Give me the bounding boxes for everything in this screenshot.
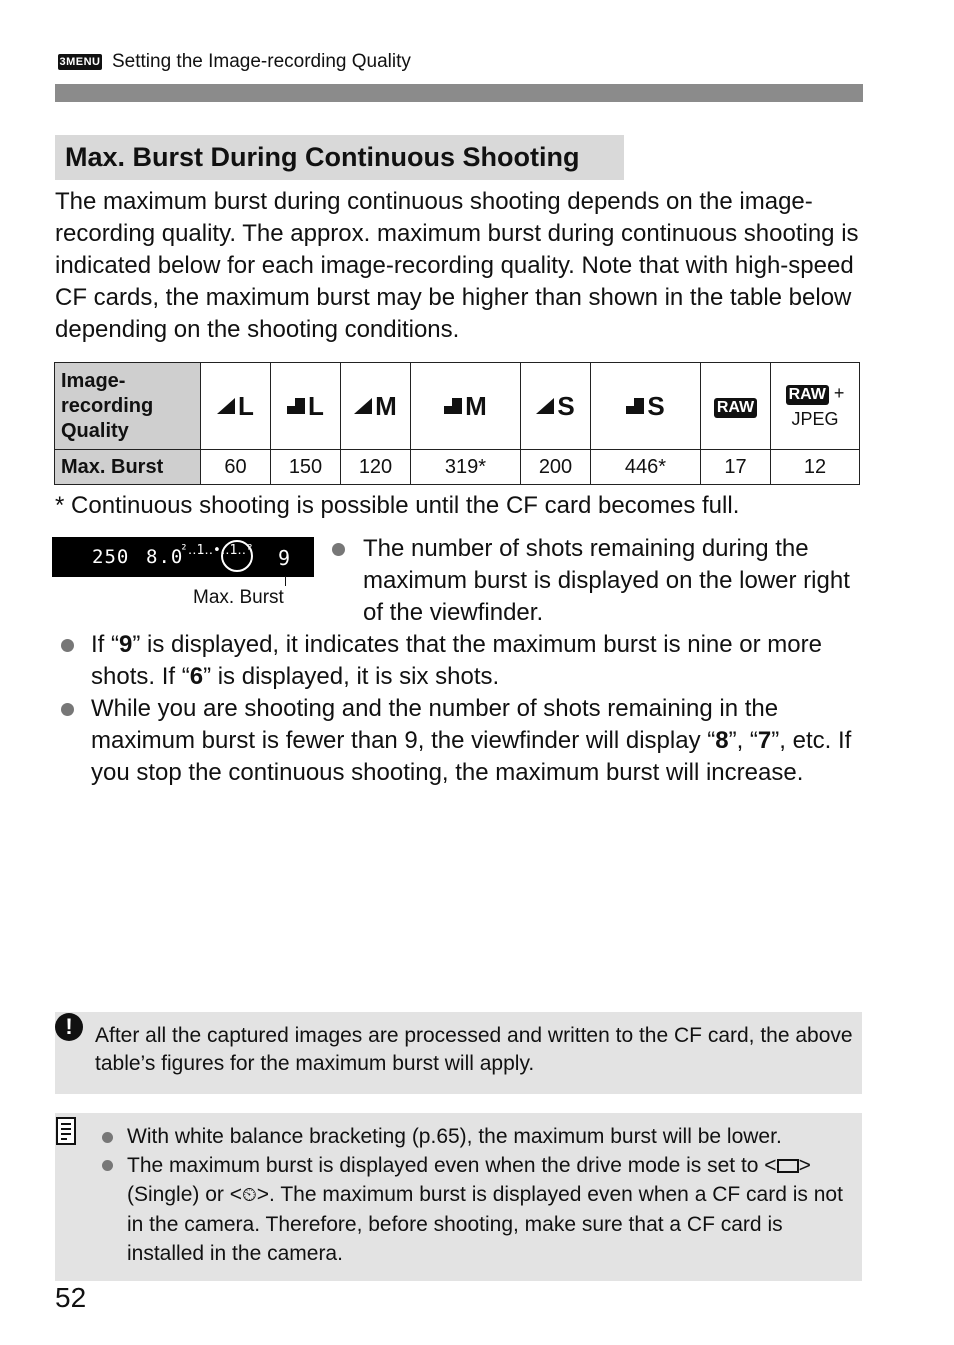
- vf-shutter: 250: [92, 546, 130, 568]
- burst-cell: 446*: [591, 450, 701, 485]
- memo-icon: [56, 1117, 76, 1145]
- bullet-dot: [61, 703, 74, 716]
- bullet-text: While you are shooting and the number of shots remaining in the maximum burst is fewer than 9, the viewfinder will display “8”, “7”, etc. If you stop the continuous shooting, the maximum burst will increase.: [91, 695, 852, 786]
- section-title: Max. Burst During Continuous Shooting: [55, 135, 624, 180]
- menu-tab-badge: 3MENU: [59, 56, 101, 68]
- caution-text: After all the captured images are processed and written to the CF card, the above table’s figures for the maximum burst will apply.: [95, 1024, 853, 1075]
- intro-paragraph: The maximum burst during continuous shooting depends on the image-recording quality. The approx. maximum burst during continuous shooting is indicated below for each image-recording quality. Note that with high-speed CF cards, the maximum burst may be higher than shown in the table below depending on the shooting conditions.: [55, 188, 859, 343]
- vf-exposure-scale: ²‥1‥•‥1‥²: [180, 543, 254, 558]
- page-number: 52: [55, 1282, 87, 1313]
- normal-quality-icon: [444, 398, 462, 414]
- max-burst-table: [54, 362, 860, 485]
- table-footnote: * Continuous shooting is possible until the CF card becomes full.: [55, 492, 740, 519]
- quality-cell: M: [411, 363, 521, 450]
- burst-cell: 60: [201, 450, 271, 485]
- fine-quality-icon: [354, 398, 372, 414]
- note-item: With white balance bracketing (p.65), the maximum burst will be lower.: [127, 1125, 782, 1148]
- single-shot-icon: [777, 1159, 799, 1173]
- caution-icon: !: [55, 1013, 83, 1041]
- vf-burst-value: 9: [278, 546, 292, 570]
- header-rule: [55, 84, 863, 102]
- quality-cell: S: [591, 363, 701, 450]
- raw-badge: RAW: [714, 398, 757, 418]
- quality-cell: S: [521, 363, 591, 450]
- bullet-dot: [61, 639, 74, 652]
- bullet-text: The number of shots remaining during the maximum burst is displayed on the lower right of the viewfinder.: [363, 535, 850, 626]
- normal-quality-icon: [626, 398, 644, 414]
- viewfinder-caption: Max. Burst: [193, 587, 284, 608]
- burst-cell: 17: [701, 450, 771, 485]
- quality-cell: M: [341, 363, 411, 450]
- table-row: [55, 363, 860, 450]
- vf-aperture: 8.0: [146, 546, 184, 568]
- viewfinder-display: [52, 537, 314, 577]
- row-header-quality: Image-recording Quality: [55, 363, 201, 450]
- normal-quality-icon: [287, 398, 305, 414]
- table-row: [55, 450, 860, 485]
- running-head: Setting the Image-recording Quality: [112, 51, 411, 72]
- burst-cell: 12: [771, 450, 860, 485]
- burst-cell: 120: [341, 450, 411, 485]
- note-item: The maximum burst is displayed even when the drive mode is set to < > (Single) or <⏲>. The maximum burst is displayed even when a CF card is not in the camera. Therefore, before shooting, make sure that a CF card is installed in the camera.: [127, 1154, 843, 1265]
- burst-cell: 200: [521, 450, 591, 485]
- row-header-burst: Max. Burst: [55, 450, 201, 485]
- fine-quality-icon: [536, 398, 554, 414]
- raw-badge: RAW: [786, 385, 829, 405]
- quality-cell: RAW + JPEG: [771, 363, 860, 450]
- bullet-text: If “9” is displayed, it indicates that the maximum burst is nine or more shots. If “6” is displayed, it is six shots.: [91, 631, 822, 690]
- burst-cell: 319*: [411, 450, 521, 485]
- burst-highlight-circle: [221, 540, 253, 572]
- burst-cell: 150: [271, 450, 341, 485]
- fine-quality-icon: [217, 398, 235, 414]
- self-timer-icon: ⏲: [241, 1184, 257, 1206]
- bullet-dot: [102, 1132, 113, 1143]
- bullet-dot: [332, 543, 345, 556]
- quality-cell: L: [201, 363, 271, 450]
- quality-cell: [701, 363, 771, 450]
- quality-cell: L: [271, 363, 341, 450]
- callout-leader: [285, 576, 286, 586]
- bullet-dot: [102, 1160, 113, 1171]
